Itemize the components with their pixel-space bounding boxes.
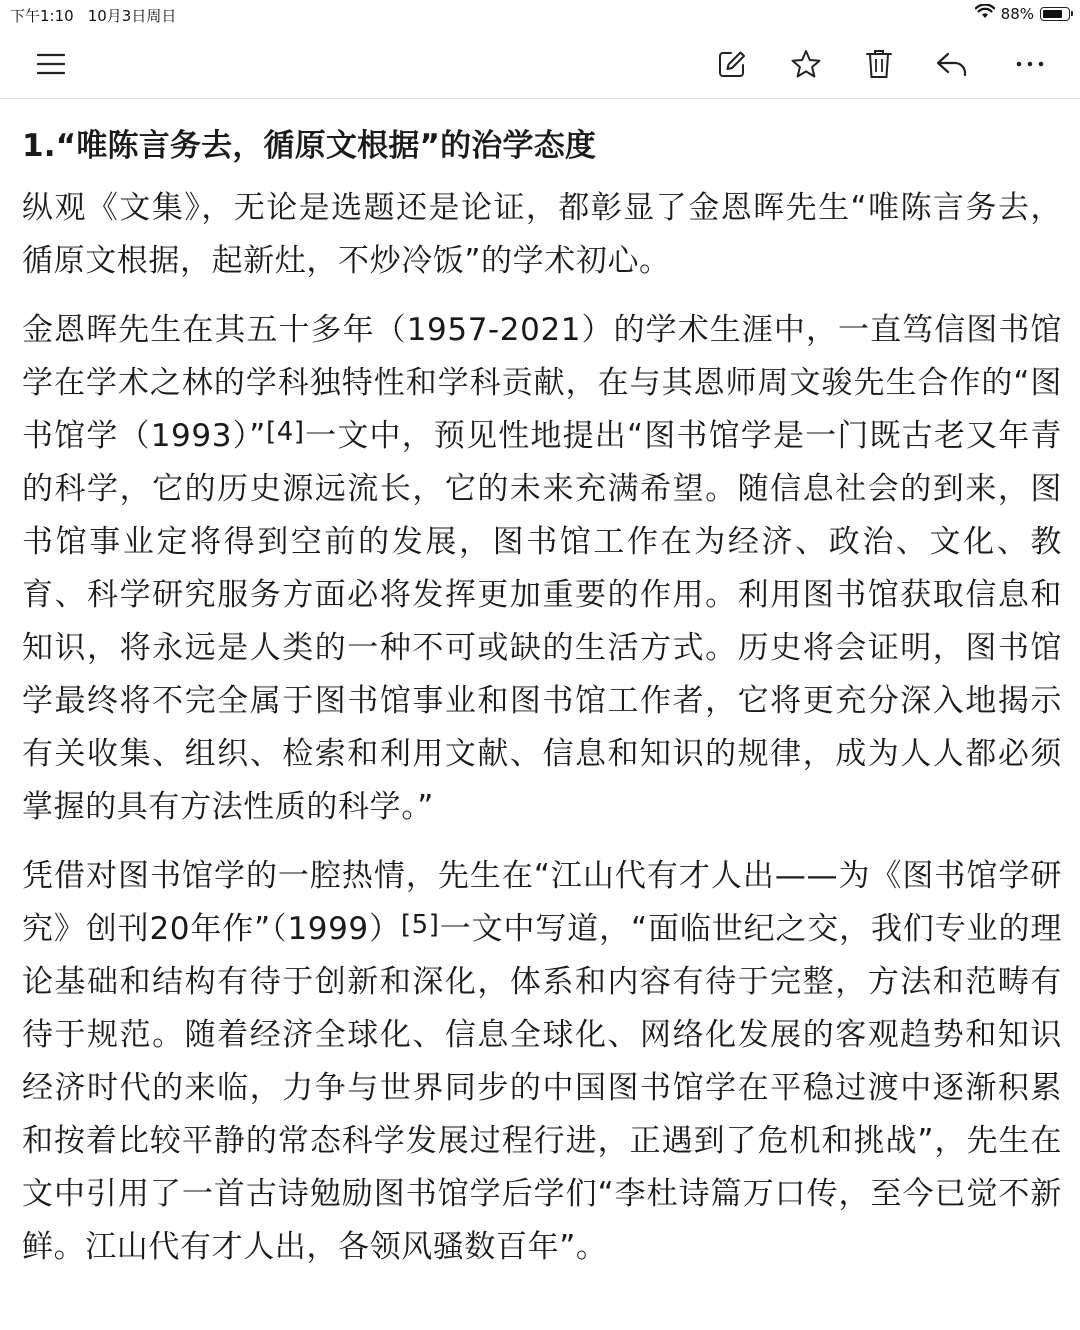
citation-link[interactable]: [4] (265, 417, 305, 447)
citation-link[interactable]: [5] (400, 910, 440, 940)
trash-icon[interactable] (857, 42, 901, 86)
paragraph-3 (22, 850, 1062, 1274)
toolbar (0, 30, 1080, 99)
battery-tip (1071, 11, 1073, 16)
menu-icon[interactable] (29, 42, 73, 86)
paragraph-text: 一文中，预见性地提出“图书馆学是一门既古老又年青的科学，它的历史源远流长，它的未来充满希望。随信息社会的到来，图书馆事业定将得到空前的发展，图书馆工作在为经济、政治、文化、教育、科学研究服务方面必将发挥更加重要的作用。利用图书馆获取信息和知识，将永远是人类的一种不可或缺的生活方式。历史将会证明，图书馆学最终将不完全属于图书馆事业和图书馆工作者，它将更充分深入地揭示有关收集、组织、检索和利用文献、信息和知识的规律，成为人人都必须掌握的具有方法性质的科学。” (22, 418, 1063, 825)
edit-icon[interactable] (710, 42, 754, 86)
battery-level (1043, 10, 1062, 18)
paragraph-1 (22, 182, 1062, 288)
status-right (975, 4, 1070, 23)
section-heading: 1.“唯陈言务去，循原文根据”的治学态度 (22, 128, 597, 164)
wifi-icon (975, 4, 995, 23)
paragraph-text: 金恩晖先生在其五十多年（1957-2021）的学术生涯中，一直笃信图书馆学在学术之林的学科独特性和学科贡献，在与其恩师周文骏先生合作的“图书馆学（1993）” (22, 312, 1062, 454)
star-icon[interactable] (784, 42, 828, 86)
article-body (22, 118, 1062, 1290)
paragraph-2 (22, 304, 1062, 834)
battery-percent: 88% (1000, 4, 1034, 23)
paragraph-text: 纵观《文集》，无论是选题还是论证，都彰显了金恩晖先生“唯陈言务去，循原文根据，起新灶，不炒冷饭”的学术初心。 (22, 190, 1062, 279)
status-time: 下午1:10 (10, 7, 74, 25)
paragraph-text: 凭借对图书馆学的一腔热情，先生在“江山代有才人出——为《图书馆学研究》创刊20年作”（1999） (22, 858, 1062, 947)
status-bar (0, 0, 1080, 30)
battery-icon (1040, 7, 1070, 21)
status-left (10, 5, 176, 26)
reply-icon[interactable] (930, 42, 974, 86)
more-icon[interactable] (1008, 42, 1052, 86)
status-date: 10月3日周日 (87, 7, 177, 25)
paragraph-text: 一文中写道，“面临世纪之交，我们专业的理论基础和结构有待于创新和深化，体系和内容有待于完整，方法和范畴有待于规范。随着经济全球化、信息全球化、网络化发展的客观趋势和知识经济时代的来临，力争与世界同步的中国图书馆学在平稳过渡中逐渐积累和按着比较平静的常态科学发展过程行进，正遇到了危机和挑战”，先生在文中引用了一首古诗勉励图书馆学后学们“李杜诗篇万口传，至今已觉不新鲜。江山代有才人出，各领风骚数百年”。 (22, 911, 1063, 1265)
